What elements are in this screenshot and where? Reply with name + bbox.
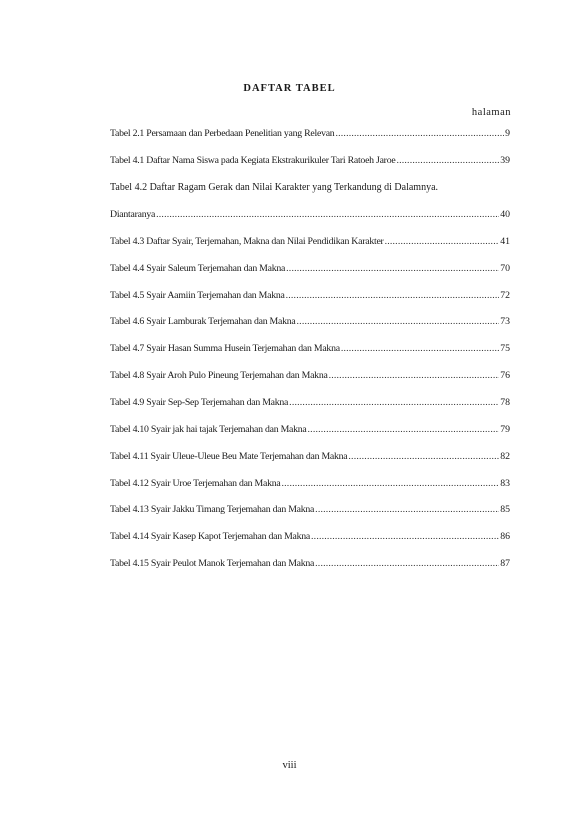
- entry-page-number: 39: [500, 155, 510, 166]
- entry-page-number: 40: [500, 209, 510, 220]
- toc-entry[interactable]: [110, 369, 510, 382]
- dot-leader: [297, 315, 500, 328]
- entry-title: Tabel 4.8 Syair Aroh Pulo Pineung Terjemahan dan Makna: [110, 370, 328, 381]
- toc-entry[interactable]: [110, 450, 510, 463]
- toc-entry[interactable]: [110, 208, 510, 221]
- dot-leader: [315, 503, 499, 516]
- dot-leader: [348, 450, 499, 463]
- entry-title: Tabel 4.1 Daftar Nama Siswa pada Kegiata Ekstrakurikuler Tari Ratoeh Jaroe: [110, 155, 396, 166]
- dot-leader: [341, 342, 499, 355]
- entry-title: Tabel 2.1 Persamaan dan Perbedaan Penelitian yang Relevan: [110, 128, 335, 139]
- toc-entry[interactable]: [110, 342, 510, 355]
- entry-page-number: 72: [500, 290, 510, 301]
- entry-title: Tabel 4.7 Syair Hasan Summa Husein Terjemahan dan Makna: [110, 343, 340, 354]
- page-number: viii: [282, 760, 297, 771]
- toc-entry[interactable]: [110, 315, 510, 328]
- entry-page-number: 70: [500, 263, 510, 274]
- entry-page-number: 82: [500, 451, 510, 462]
- dot-leader: [156, 208, 499, 221]
- entry-page-number: 87: [500, 558, 510, 569]
- toc-entry[interactable]: [110, 503, 510, 516]
- entry-title: Tabel 4.13 Syair Jakku Timang Terjemahan dan Makna: [110, 504, 315, 515]
- entry-page-number: 9: [505, 128, 510, 139]
- dot-leader: [286, 289, 500, 302]
- page-title: DAFTAR TABEL: [243, 83, 336, 94]
- dot-leader: [308, 423, 500, 436]
- entry-page-number: 76: [500, 370, 510, 381]
- entry-title: Tabel 4.5 Syair Aamiin Terjemahan dan Makna: [110, 290, 285, 301]
- entry-page-number: 79: [500, 424, 510, 435]
- toc-entry[interactable]: [110, 127, 510, 140]
- entry-title: Tabel 4.3 Daftar Syair, Terjemahan, Makna dan Nilai Pendidikan Karakter: [110, 236, 384, 247]
- dot-leader: [335, 127, 504, 140]
- dot-leader: [315, 557, 499, 570]
- toc-entry[interactable]: [110, 289, 510, 302]
- toc-entry[interactable]: [110, 262, 510, 275]
- toc-entry[interactable]: [110, 423, 510, 436]
- entry-page-number: 73: [500, 316, 510, 327]
- entry-page-number: 85: [500, 504, 510, 515]
- entry-title: Tabel 4.15 Syair Peulot Manok Terjemahan dan Makna: [110, 558, 315, 569]
- toc-entry[interactable]: [110, 154, 510, 167]
- entry-title: Tabel 4.12 Syair Uroe Terjemahan dan Makna: [110, 478, 281, 489]
- dot-leader: [311, 530, 499, 543]
- toc-entry[interactable]: [110, 396, 510, 409]
- dot-leader: [329, 369, 500, 382]
- dot-leader: [396, 154, 499, 167]
- entry-title: Tabel 4.9 Syair Sep-Sep Terjemahan dan Makna: [110, 397, 289, 408]
- dot-leader: [282, 477, 500, 490]
- page-column-label: halaman: [471, 107, 511, 118]
- entry-page-number: 78: [500, 397, 510, 408]
- toc-entry[interactable]: [110, 235, 510, 248]
- entry-page-number: 75: [500, 343, 510, 354]
- entry-title: Tabel 4.11 Syair Uleue-Uleue Beu Mate Terjemahan dan Makna: [110, 451, 348, 462]
- entry-page-number: 83: [500, 478, 510, 489]
- entry-page-number: 41: [500, 236, 510, 247]
- entry-title: Tabel 4.10 Syair jak hai tajak Terjemahan dan Makna: [110, 424, 307, 435]
- entry-title: Tabel 4.14 Syair Kasep Kapot Terjemahan dan Makna: [110, 531, 311, 542]
- toc-entry[interactable]: [110, 530, 510, 543]
- entry-title: Tabel 4.6 Syair Lamburak Terjemahan dan Makna: [110, 316, 296, 327]
- dot-leader: [385, 235, 500, 248]
- dot-leader: [289, 396, 499, 409]
- entry-title: Diantaranya: [110, 209, 156, 220]
- dot-leader: [286, 262, 499, 275]
- toc-entry[interactable]: [110, 557, 510, 570]
- entry-title: Tabel 4.4 Syair Saleum Terjemahan dan Makna: [110, 263, 286, 274]
- entry-page-number: 86: [500, 531, 510, 542]
- toc-entry[interactable]: [110, 477, 510, 490]
- entry-title-first-line[interactable]: Tabel 4.2 Daftar Ragam Gerak dan Nilai Karakter yang Terkandung di Dalamnya.: [110, 182, 439, 193]
